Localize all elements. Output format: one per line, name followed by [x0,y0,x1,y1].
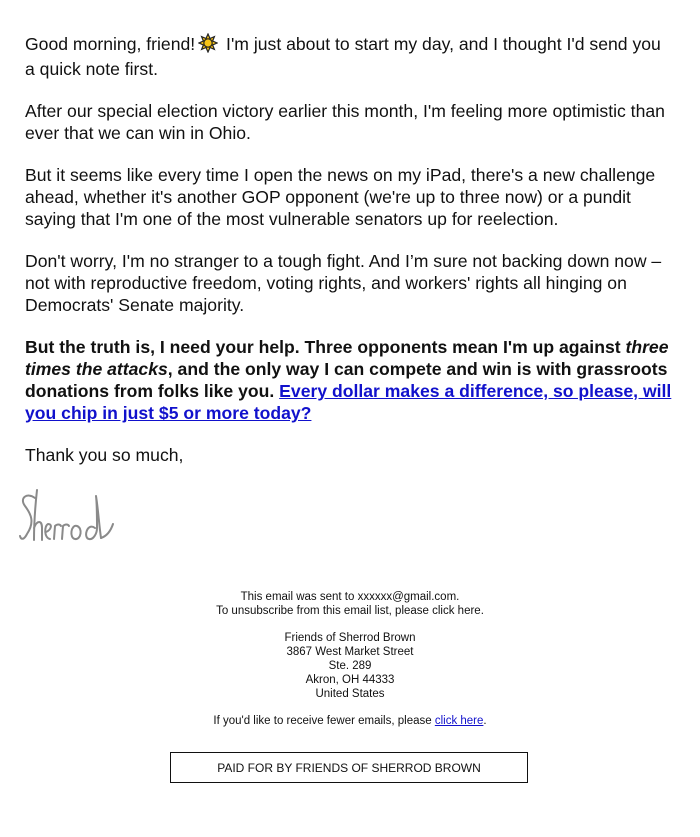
sent-to-text: This email was sent to xxxxxx@gmail.com. [240,591,460,603]
donate-link[interactable]: Every dollar makes a difference, so please, will you chip in just $5 or more today? [25,381,672,423]
ask-mid: , and the only way I can compete and win is with grassroots donations from folks like you. [25,359,668,401]
greeting-end: I'm just about to start my day, and I thought I'd send you a quick note first. [25,34,661,79]
suite-address: Ste. 289 [328,660,372,672]
sun-icon [198,33,218,58]
unsubscribe-text: To unsubscribe from this email list, please click here. [216,605,484,617]
city-address: Akron, OH 44333 [305,674,395,686]
paid-for-disclaimer: PAID FOR BY FRIENDS OF SHERROD BROWN [170,752,528,783]
ask-start: But the truth is, I need your help. Three opponents mean I'm up against [25,337,626,357]
paragraph-ask [25,336,675,424]
signature [17,484,127,554]
country-address: United States [315,688,385,700]
ask-italic: three times the attacks [25,337,669,379]
greeting-start: Good morning, friend! [25,34,196,54]
fewer-emails-text: If you'd like to receive fewer emails, please [213,715,435,727]
org-name: Friends of Sherrod Brown [284,632,416,644]
fewer-emails-link[interactable]: click here [434,715,484,727]
paragraph-election: After our special election victory earlier this month, I'm feeling more optimistic than ever that we can win in Ohio. [25,101,665,143]
paragraph-tough-fight: Don't worry, I'm no stranger to a tough fight. And I’m sure not backing down now – not with reproductive freedom, voting rights, and workers' rights all hinging on Democrats' Senate majority. [25,251,662,315]
letter-body [25,33,675,486]
email-footer [0,590,700,728]
greeting-paragraph [25,33,675,80]
fewer-emails-line [0,714,700,728]
fewer-emails-end: . [483,715,487,727]
street-address: 3867 West Market Street [286,646,414,658]
paragraph-challenge: But it seems like every time I open the news on my iPad, there's a new challenge ahead, whether it's another GOP opponent (we're up to three now) or a pundit saying that I'm one of the most vulnerable senators up for reelection. [25,165,656,229]
closing-line: Thank you so much, [25,445,184,465]
